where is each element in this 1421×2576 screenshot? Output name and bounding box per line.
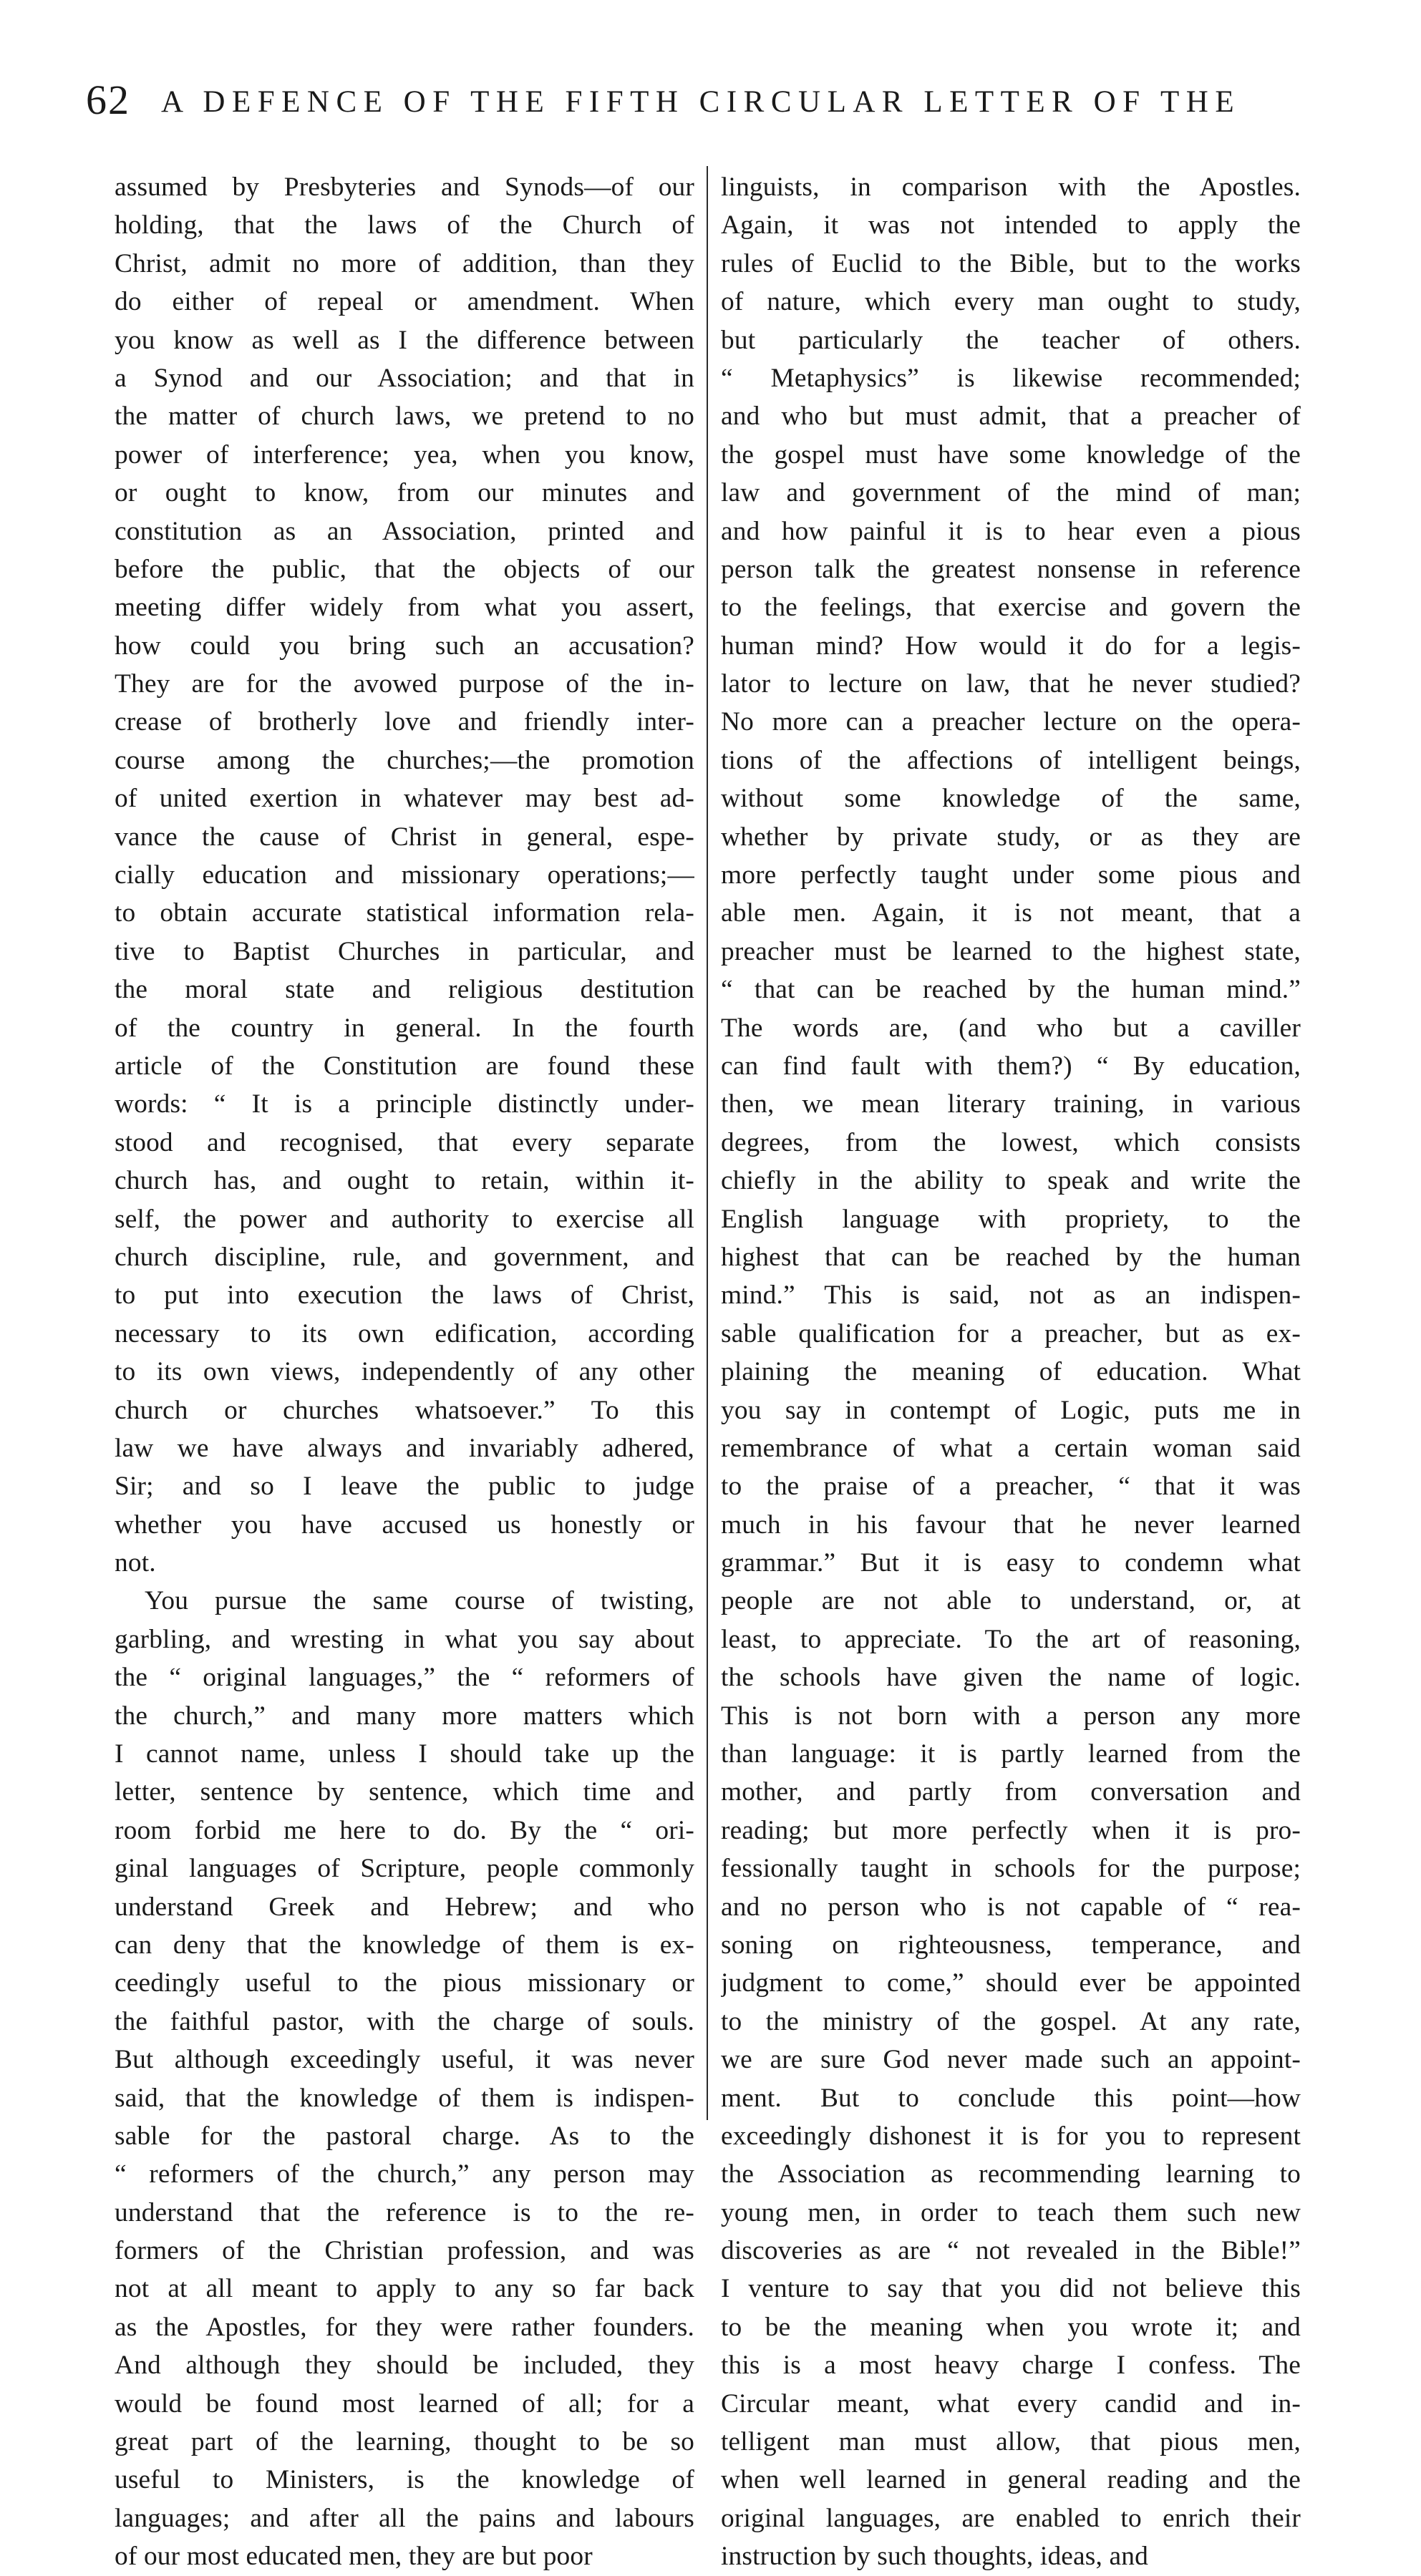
text-line: mother, and partly from conversation and — [721, 1777, 1301, 1807]
text-line: soning on righteousness, temperance, and — [721, 1930, 1301, 1960]
text-line: remembrance of what a certain woman said — [721, 1433, 1301, 1463]
text-line: can deny that the knowledge of them is ex- — [115, 1930, 694, 1960]
text-line: exceedingly dishonest it is for you to represent — [721, 2121, 1301, 2151]
text-line: words: “ It is a principle distinctly under- — [115, 1089, 694, 1119]
text-line: judgment to come,” should ever be appointed — [721, 1968, 1301, 1998]
text-line: church or churches whatsoever.” To this — [115, 1395, 694, 1425]
text-line: They are for the avowed purpose of the in- — [115, 669, 694, 699]
text-line: you know as well as I the difference between — [115, 325, 694, 355]
text-line: article of the Constitution are found these — [115, 1051, 694, 1081]
text-line: garbling, and wresting in what you say about — [115, 1624, 694, 1654]
text-line: I cannot name, unless I should take up the — [115, 1739, 694, 1769]
text-line: the church,” and many more matters which — [115, 1701, 694, 1731]
text-line: linguists, in comparison with the Apostles. — [721, 172, 1301, 202]
text-line: understand that the reference is to the re- — [115, 2197, 694, 2227]
text-line: the faithful pastor, with the charge of souls. — [115, 2006, 694, 2036]
text-line: And although they should be included, they — [115, 2351, 694, 2381]
text-line: to obtain accurate statistical information rela- — [115, 898, 694, 928]
text-line: law we have always and invariably adhered, — [115, 1433, 694, 1463]
text-line: formers of the Christian profession, and was — [115, 2236, 694, 2266]
text-line: you say in contempt of Logic, puts me in — [721, 1395, 1301, 1425]
text-line: the moral state and religious destitution — [115, 975, 694, 1005]
text-line: of nature, which every man ought to study, — [721, 287, 1301, 317]
text-line: we are sure God never made such an appoint- — [721, 2045, 1301, 2075]
text-line: church has, and ought to retain, within it- — [115, 1166, 694, 1196]
page-number: 62 — [86, 77, 130, 123]
text-line: “ reformers of the church,” any person may — [115, 2159, 694, 2189]
text-line: but particularly the teacher of others. — [721, 325, 1301, 355]
text-line: degrees, from the lowest, which consists — [721, 1127, 1301, 1157]
text-line: and how painful it is to hear even a pious — [721, 516, 1301, 546]
text-line: to its own views, independently of any other — [115, 1357, 694, 1387]
text-line: great part of the learning, thought to be so — [115, 2427, 694, 2457]
text-line: as the Apostles, for they were rather founders. — [115, 2312, 694, 2342]
text-line: instruction by such thoughts, ideas, and — [721, 2542, 1148, 2572]
text-line: law and government of the mind of man; — [721, 478, 1301, 508]
text-line: not. — [115, 1548, 156, 1578]
text-line: original languages, are enabled to enrich their — [721, 2503, 1301, 2533]
text-line: vance the cause of Christ in general, espe- — [115, 822, 694, 852]
text-line: necessary to its own edification, according — [115, 1318, 694, 1348]
text-line: to the ministry of the gospel. At any rate, — [721, 2006, 1301, 2036]
text-line: Again, it was not intended to apply the — [721, 210, 1301, 240]
text-line: the schools have given the name of logic. — [721, 1663, 1301, 1693]
text-line: holding, that the laws of the Church of — [115, 210, 694, 240]
text-line: rules of Euclid to the Bible, but to the works — [721, 248, 1301, 278]
text-line: useful to Ministers, is the knowledge of — [115, 2465, 694, 2495]
text-line: how could you bring such an accusation? — [115, 631, 694, 661]
text-line: the Association as recommending learning to — [721, 2159, 1301, 2189]
text-line: to put into execution the laws of Christ, — [115, 1280, 694, 1311]
text-line: ment. But to conclude this point—how — [721, 2083, 1301, 2113]
text-line: “ that can be reached by the human mind.” — [721, 975, 1301, 1005]
text-line: Sir; and so I leave the public to judge — [115, 1472, 694, 1502]
text-line: more perfectly taught under some pious and — [721, 860, 1301, 890]
text-line: grammar.” But it is easy to condemn what — [721, 1548, 1301, 1578]
text-line: This is not born with a person any more — [721, 1701, 1301, 1731]
text-line: cially education and missionary operations;— — [115, 860, 694, 890]
text-line: But although exceedingly useful, it was never — [115, 2045, 694, 2075]
text-line: self, the power and authority to exercise all — [115, 1204, 694, 1234]
text-line: much in his favour that he never learned — [721, 1510, 1301, 1540]
text-line: You pursue the same course of twisting, — [145, 1586, 694, 1616]
text-line: then, we mean literary training, in various — [721, 1089, 1301, 1119]
right-text-column — [721, 168, 1301, 2576]
column-divider — [707, 166, 708, 2120]
text-line: constitution as an Association, printed and — [115, 516, 694, 546]
text-line: can find fault with them?) “ By education, — [721, 1051, 1301, 1081]
text-line: than language: it is partly learned from the — [721, 1739, 1301, 1769]
text-line: the matter of church laws, we pretend to no — [115, 402, 694, 432]
text-line: least, to appreciate. To the art of reasoning, — [721, 1624, 1301, 1654]
text-line: able men. Again, it is not meant, that a — [721, 898, 1301, 928]
text-line: letter, sentence by sentence, which time and — [115, 1777, 694, 1807]
text-line: this is a most heavy charge I confess. The — [721, 2351, 1301, 2381]
text-line: stood and recognised, that every separate — [115, 1127, 694, 1157]
text-line: chiefly in the ability to speak and write the — [721, 1166, 1301, 1196]
text-line: to be the meaning when you wrote it; and — [721, 2312, 1301, 2342]
text-line: preacher must be learned to the highest state, — [721, 936, 1301, 966]
text-line: would be found most learned of all; for a — [115, 2388, 694, 2419]
text-line: and who but must admit, that a preacher of — [721, 402, 1301, 432]
text-line: or ought to know, from our minutes and — [115, 478, 694, 508]
text-line: Christ, admit no more of addition, than they — [115, 248, 694, 278]
text-line: human mind? How would it do for a legis- — [721, 631, 1301, 661]
text-line: assumed by Presbyteries and Synods—of our — [115, 172, 694, 202]
left-text-column — [115, 168, 694, 2576]
text-line: person talk the greatest nonsense in reference — [721, 554, 1301, 584]
text-line: church discipline, rule, and government, and — [115, 1242, 694, 1272]
text-line: of our most educated men, they are but poor — [115, 2542, 593, 2572]
text-line: highest that can be reached by the human — [721, 1242, 1301, 1272]
text-line: to the feelings, that exercise and govern the — [721, 593, 1301, 623]
running-head: A DEFENCE OF THE FIFTH CIRCULAR LETTER OF THE — [161, 85, 1241, 119]
text-line: languages; and after all the pains and labours — [115, 2503, 694, 2533]
text-line: people are not able to understand, or, at — [721, 1586, 1301, 1616]
text-line: understand Greek and Hebrew; and who — [115, 1892, 694, 1922]
text-line: tive to Baptist Churches in particular, and — [115, 936, 694, 966]
text-line: and no person who is not capable of “ rea- — [721, 1892, 1301, 1922]
text-line: Circular meant, what every candid and in- — [721, 2388, 1301, 2419]
text-line: tions of the affections of intelligent beings, — [721, 745, 1301, 775]
page-header — [86, 72, 1346, 136]
text-line: ginal languages of Scripture, people commonly — [115, 1854, 694, 1884]
text-line: reading; but more perfectly when it is pro- — [721, 1815, 1301, 1845]
text-line: “ Metaphysics” is likewise recommended; — [721, 363, 1301, 393]
text-line: without some knowledge of the same, — [721, 784, 1301, 814]
text-line: the “ original languages,” the “ reformers of — [115, 1663, 694, 1693]
text-line: before the public, that the objects of our — [115, 554, 694, 584]
text-line: sable for the pastoral charge. As to the — [115, 2121, 694, 2151]
text-line: course among the churches;—the promotion — [115, 745, 694, 775]
text-line: the gospel must have some knowledge of the — [721, 439, 1301, 470]
text-line: lator to lecture on law, that he never studied? — [721, 669, 1301, 699]
text-line: of the country in general. In the fourth — [115, 1013, 694, 1043]
text-line: young men, in order to teach them such new — [721, 2197, 1301, 2227]
text-line: whether you have accused us honestly or — [115, 1510, 694, 1540]
text-line: a Synod and our Association; and that in — [115, 363, 694, 393]
text-line: telligent man must allow, that pious men, — [721, 2427, 1301, 2457]
text-line: ceedingly useful to the pious missionary or — [115, 1968, 694, 1998]
text-line: discoveries as are “ not revealed in the Bible!” — [721, 2236, 1301, 2266]
text-line: do either of repeal or amendment. When — [115, 287, 694, 317]
text-line: power of interference; yea, when you know, — [115, 439, 694, 470]
text-line: crease of brotherly love and friendly inter- — [115, 707, 694, 737]
text-line: sable qualification for a preacher, but as ex- — [721, 1318, 1301, 1348]
text-line: The words are, (and who but a caviller — [721, 1013, 1301, 1043]
text-line: I venture to say that you did not believe this — [721, 2274, 1301, 2304]
text-line: said, that the knowledge of them is indispen- — [115, 2083, 694, 2113]
text-line: room forbid me here to do. By the “ ori- — [115, 1815, 694, 1845]
text-line: to the praise of a preacher, “ that it was — [721, 1472, 1301, 1502]
text-line: No more can a preacher lecture on the opera- — [721, 707, 1301, 737]
text-line: plaining the meaning of education. What — [721, 1357, 1301, 1387]
text-line: not at all meant to apply to any so far back — [115, 2274, 694, 2304]
text-line: meeting differ widely from what you assert, — [115, 593, 694, 623]
text-line: whether by private study, or as they are — [721, 822, 1301, 852]
text-line: fessionally taught in schools for the purpose; — [721, 1854, 1301, 1884]
text-line: when well learned in general reading and the — [721, 2465, 1301, 2495]
text-line: mind.” This is said, not as an indispen- — [721, 1280, 1301, 1311]
text-line: of united exertion in whatever may best ad- — [115, 784, 694, 814]
text-line: English language with propriety, to the — [721, 1204, 1301, 1234]
